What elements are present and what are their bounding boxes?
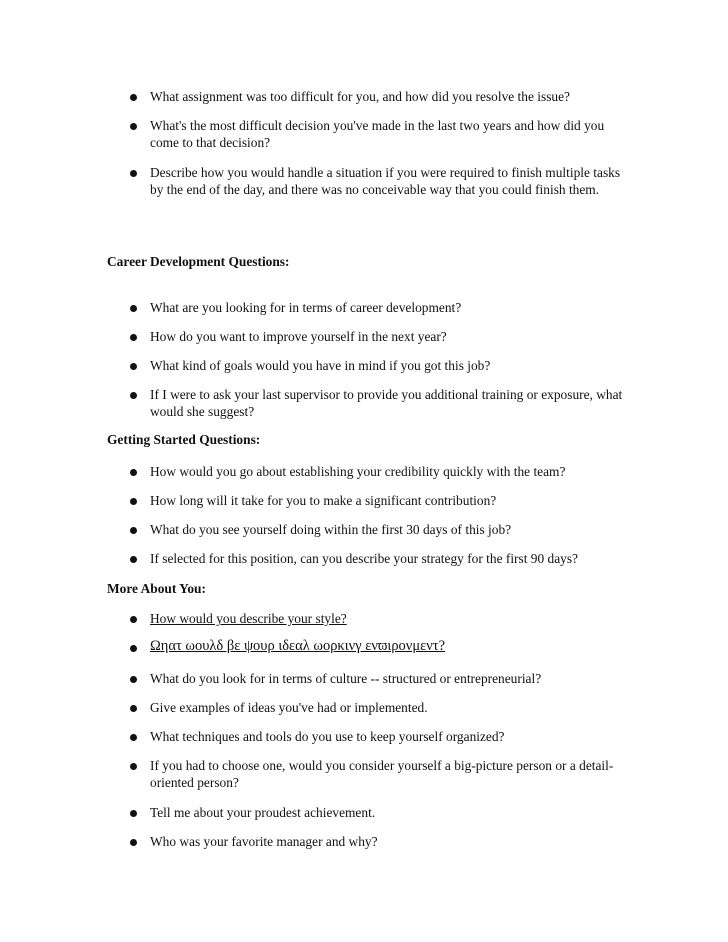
list-item: What kind of goals would you have in mind if you got this job? — [150, 358, 491, 373]
list-item: What's the most difficult decision you've made in the last two years and how did you come to that decision? — [150, 118, 605, 150]
section-heading-career-development: Career Development Questions: — [107, 254, 290, 269]
bullet-icon — [130, 170, 137, 177]
bullet-icon — [130, 94, 137, 101]
section-heading-more-about-you: More About You: — [107, 581, 206, 596]
list-item: If selected for this position, can you describe your strategy for the first 90 days? — [150, 551, 579, 566]
bullet-icon — [130, 334, 137, 341]
list-item: How would you go about establishing your credibility quickly with the team? — [150, 464, 566, 479]
list-item: How long will it take for you to make a significant contribution? — [150, 493, 497, 508]
section-heading-getting-started: Getting Started Questions: — [107, 432, 261, 447]
bullet-icon — [130, 469, 137, 476]
bullet-icon — [130, 498, 137, 505]
list-item: Describe how you would handle a situation if you were required to finish multiple tasks by the end of the day, and there was no conceivable way that you could finish them. — [150, 165, 621, 197]
list-item: What do you see yourself doing within the first 30 days of this job? — [150, 522, 512, 537]
bullet-icon — [130, 556, 137, 563]
list-item: What do you look for in terms of culture -- structured or entrepreneurial? — [150, 671, 542, 686]
bullet-icon — [130, 305, 137, 312]
bullet-icon — [130, 839, 137, 846]
bullet-icon — [130, 123, 137, 130]
bullet-icon — [130, 616, 137, 623]
list-item: If I were to ask your last supervisor to provide you additional training or exposure, what would she suggest? — [150, 387, 623, 419]
bullet-icon — [130, 734, 137, 741]
bullet-icon — [130, 676, 137, 683]
bullet-icon — [130, 810, 137, 817]
bullet-icon — [130, 763, 137, 770]
list-item: Give examples of ideas you've had or implemented. — [150, 700, 428, 715]
bullet-icon — [130, 645, 137, 652]
bullet-icon — [130, 527, 137, 534]
list-item: Tell me about your proudest achievement. — [150, 805, 376, 820]
bullet-icon — [130, 363, 137, 370]
bullet-icon — [130, 705, 137, 712]
list-item: Who was your favorite manager and why? — [150, 834, 378, 849]
list-item: How do you want to improve yourself in the next year? — [150, 329, 447, 344]
list-item: What techniques and tools do you use to keep yourself organized? — [150, 729, 505, 744]
list-item: Ωηατ ωουλδ βε ψουρ ιδεαλ ωορκινγ ενϖιρονμεντ? — [150, 638, 446, 654]
list-item: How would you describe your style? — [150, 611, 347, 626]
list-item: If you had to choose one, would you consider yourself a big-picture person or a detail-oriented person? — [150, 758, 614, 790]
list-item: What are you looking for in terms of career development? — [150, 300, 462, 315]
bullet-icon — [130, 392, 137, 399]
list-item: What assignment was too difficult for you, and how did you resolve the issue? — [150, 89, 570, 104]
